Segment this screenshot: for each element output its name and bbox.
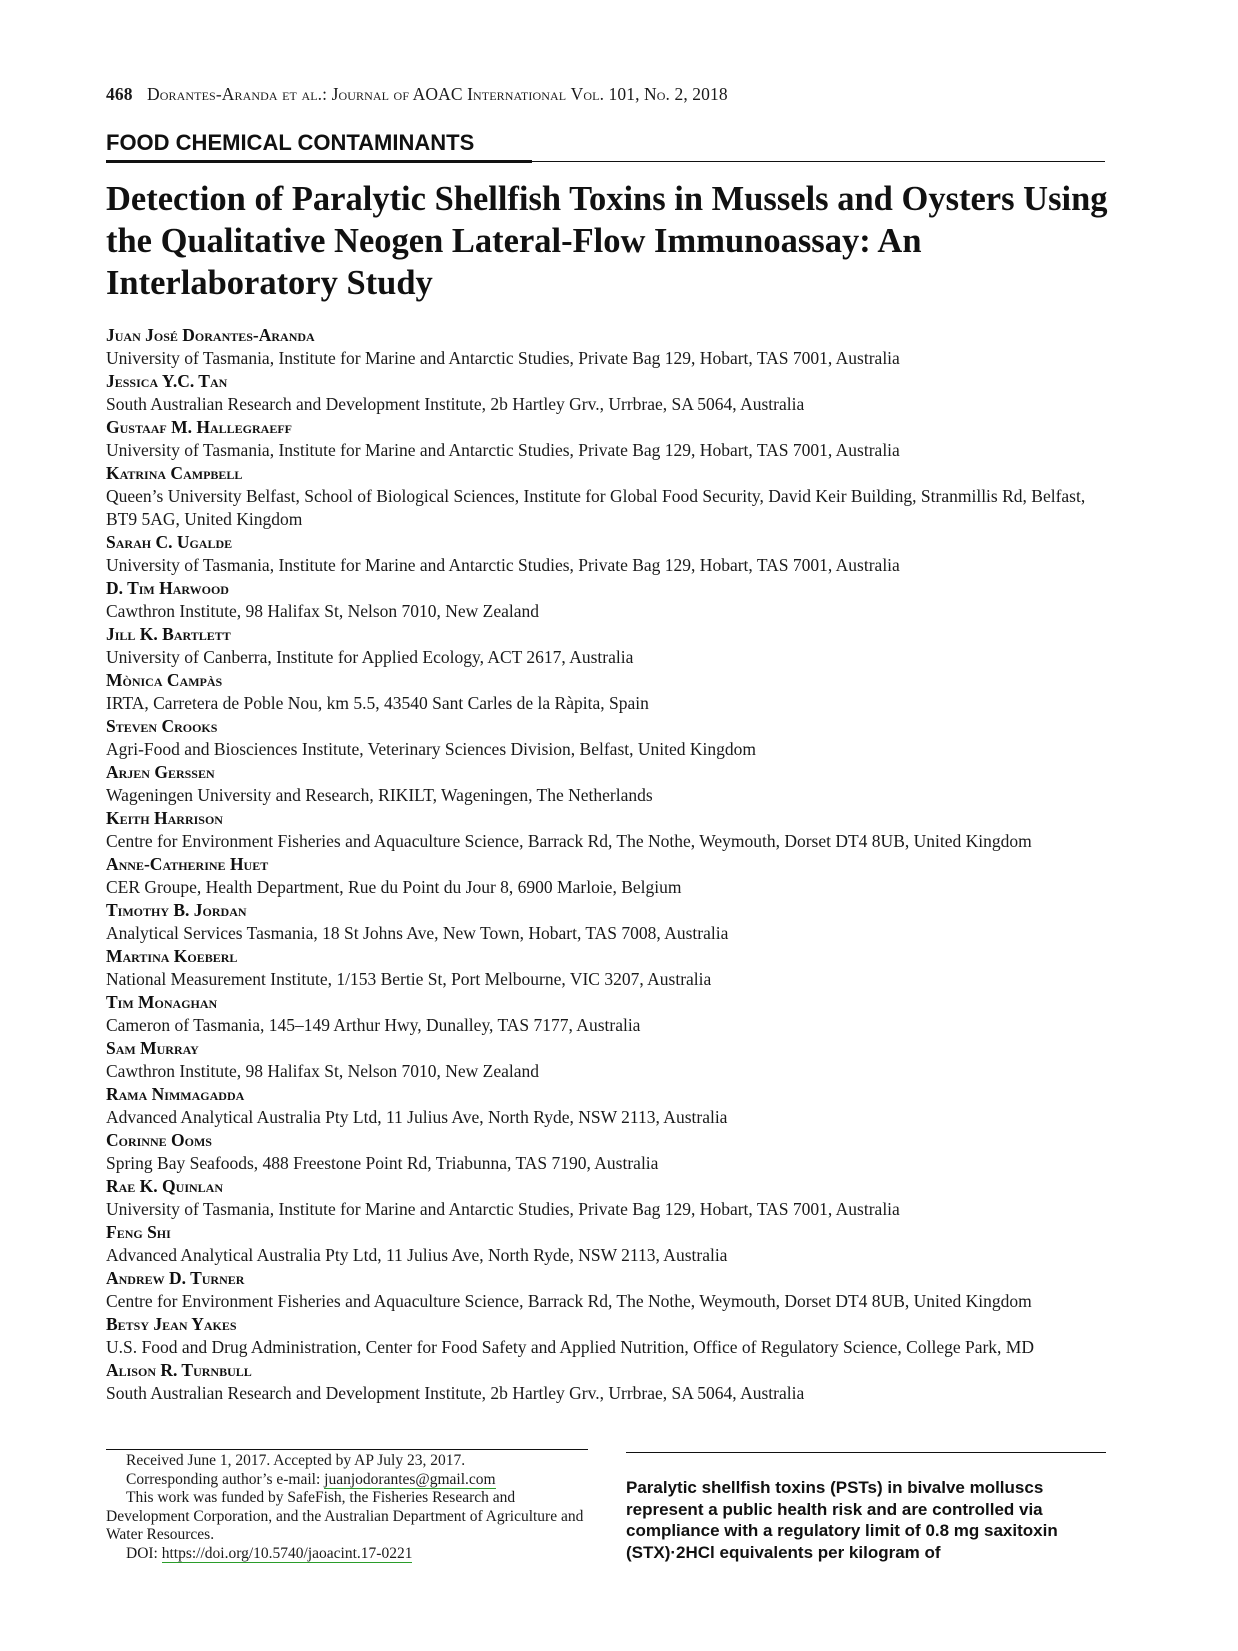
author-name: Sam Murray <box>106 1038 199 1058</box>
running-head-journal: Journal of AOAC International <box>331 84 567 104</box>
author-name: Feng Shi <box>106 1222 171 1242</box>
author-affiliation: University of Tasmania, Institute for Marine and Antarctic Studies, Private Bag 129, Hobart, TAS 7001, Australia <box>106 440 900 460</box>
author-name: Arjen Gerssen <box>106 762 215 782</box>
author-name: Anne-Catherine Huet <box>106 854 269 874</box>
abstract-text: Paralytic shellfish toxins (PSTs) in bivalve molluscs represent a public health risk and are controlled via compliance with a regulatory limit of 0.8 mg saxitoxin (STX)·2HCl equivalents per kilogram of <box>626 1478 1058 1562</box>
author-name: D. Tim Harwood <box>106 578 229 598</box>
author-name: Martina Koeberl <box>106 946 238 966</box>
author-entry <box>106 1267 1116 1313</box>
email-link[interactable]: juanjodorantes@gmail.com <box>324 1470 496 1488</box>
author-affiliation: Spring Bay Seafoods, 488 Freestone Point Rd, Triabunna, TAS 7190, Australia <box>106 1153 659 1173</box>
author-affiliation: Centre for Environment Fisheries and Aquaculture Science, Barrack Rd, The Nothe, Weymouth, Dorset DT4 8UB, United Kingdom <box>106 1291 1032 1311</box>
author-entry <box>106 462 1116 531</box>
author-entry <box>106 761 1116 807</box>
abstract-rule <box>626 1452 1106 1453</box>
author-entry <box>106 531 1116 577</box>
author-entry <box>106 853 1116 899</box>
author-affiliation: University of Tasmania, Institute for Marine and Antarctic Studies, Private Bag 129, Hobart, TAS 7001, Australia <box>106 1199 900 1219</box>
author-affiliation: Advanced Analytical Australia Pty Ltd, 11 Julius Ave, North Ryde, NSW 2113, Australia <box>106 1107 728 1127</box>
author-entry <box>106 1129 1116 1175</box>
author-entry <box>106 416 1116 462</box>
author-entry <box>106 577 1116 623</box>
author-name: Rama Nimmagadda <box>106 1084 245 1104</box>
author-name: Katrina Campbell <box>106 463 243 483</box>
author-name: Steven Crooks <box>106 716 218 736</box>
author-affiliation: South Australian Research and Development Institute, 2b Hartley Grv., Urrbrae, SA 5064, Australia <box>106 394 805 414</box>
author-name: Mònica Campàs <box>106 670 223 690</box>
author-entry <box>106 370 1116 416</box>
author-name: Gustaaf M. Hallegraeff <box>106 417 292 437</box>
author-entry <box>106 899 1116 945</box>
running-head-authors: Dorantes-Aranda et al. <box>147 84 323 104</box>
author-name: Jessica Y.C. Tan <box>106 371 228 391</box>
running-head <box>106 84 728 105</box>
author-entry <box>106 1083 1116 1129</box>
author-entry <box>106 1175 1116 1221</box>
author-affiliation: Wageningen University and Research, RIKILT, Wageningen, The Netherlands <box>106 785 653 805</box>
doi-link[interactable]: https://doi.org/10.5740/jaoacint.17-0221 <box>161 1544 413 1562</box>
author-name: Tim Monaghan <box>106 992 218 1012</box>
author-name: Andrew D. Turner <box>106 1268 245 1288</box>
page-number: 468 <box>106 84 133 104</box>
author-entry <box>106 807 1116 853</box>
author-affiliation: Agri-Food and Biosciences Institute, Veterinary Sciences Division, Belfast, United Kingdom <box>106 739 756 759</box>
doi-note <box>106 1545 592 1564</box>
section-rule-extension <box>532 161 1105 162</box>
author-affiliation: National Measurement Institute, 1/153 Bertie St, Port Melbourne, VIC 3207, Australia <box>106 969 712 989</box>
author-name: Keith Harrison <box>106 808 223 828</box>
author-entry <box>106 1313 1116 1359</box>
footnotes <box>106 1452 592 1563</box>
doi-label: DOI: <box>126 1544 162 1562</box>
received-note: Received June 1, 2017. Accepted by AP July 23, 2017. <box>126 1452 466 1469</box>
author-affiliation: Cawthron Institute, 98 Halifax St, Nelson 7010, New Zealand <box>106 601 540 621</box>
author-affiliation: University of Tasmania, Institute for Marine and Antarctic Studies, Private Bag 129, Hobart, TAS 7001, Australia <box>106 555 900 575</box>
author-entry <box>106 1359 1116 1405</box>
author-name: Jill K. Bartlett <box>106 624 231 644</box>
email-label: Corresponding author’s e-mail: <box>126 1470 325 1488</box>
author-entry <box>106 1221 1116 1267</box>
author-name: Betsy Jean Yakes <box>106 1314 237 1334</box>
author-name: Juan José Dorantes-Aranda <box>106 325 315 345</box>
email-note <box>106 1471 592 1490</box>
author-entry <box>106 715 1116 761</box>
author-entry <box>106 1037 1116 1083</box>
author-entry <box>106 623 1116 669</box>
section-label: FOOD CHEMICAL CONTAMINANTS <box>106 130 475 155</box>
author-entry <box>106 991 1116 1037</box>
author-affiliation: Cameron of Tasmania, 145–149 Arthur Hwy, Dunalley, TAS 7177, Australia <box>106 1015 641 1035</box>
author-affiliation: Queen’s University Belfast, School of Biological Sciences, Institute for Global Food Security, David Keir Building, Stranmillis Rd, Belfast, BT9 5AG, United Kingdom <box>106 486 1086 529</box>
running-head-volume: Vol. 101, No. 2, 2018 <box>570 84 728 104</box>
article-title: Detection of Paralytic Shellfish Toxins in Mussels and Oysters Using the Qualitative Neogen Lateral-Flow Immunoassay: An Interlaboratory Study <box>106 180 1108 302</box>
author-affiliation: Advanced Analytical Australia Pty Ltd, 11 Julius Ave, North Ryde, NSW 2113, Australia <box>106 1245 728 1265</box>
author-affiliation: IRTA, Carretera de Poble Nou, km 5.5, 43540 Sant Carles de la Ràpita, Spain <box>106 693 649 713</box>
author-list <box>106 324 1116 1405</box>
author-entry <box>106 324 1116 370</box>
author-affiliation: South Australian Research and Development Institute, 2b Hartley Grv., Urrbrae, SA 5064, Australia <box>106 1383 805 1403</box>
footnote-rule <box>106 1449 588 1450</box>
author-affiliation: Analytical Services Tasmania, 18 St Johns Ave, New Town, Hobart, TAS 7008, Australia <box>106 923 729 943</box>
author-name: Rae K. Quinlan <box>106 1176 223 1196</box>
author-affiliation: University of Tasmania, Institute for Marine and Antarctic Studies, Private Bag 129, Hobart, TAS 7001, Australia <box>106 348 900 368</box>
author-affiliation: U.S. Food and Drug Administration, Center for Food Safety and Applied Nutrition, Office of Regulatory Science, College Park, MD <box>106 1337 1035 1357</box>
funding-note: This work was funded by SafeFish, the Fisheries Research and Development Corporation, and the Australian Department of Agriculture and Water Resources. <box>106 1489 584 1543</box>
author-entry <box>106 945 1116 991</box>
section-rule <box>106 160 532 163</box>
author-name: Alison R. Turnbull <box>106 1360 252 1380</box>
author-affiliation: CER Groupe, Health Department, Rue du Point du Jour 8, 6900 Marloie, Belgium <box>106 877 682 897</box>
author-name: Corinne Ooms <box>106 1130 212 1150</box>
author-affiliation: University of Canberra, Institute for Applied Ecology, ACT 2617, Australia <box>106 647 634 667</box>
author-affiliation: Cawthron Institute, 98 Halifax St, Nelson 7010, New Zealand <box>106 1061 540 1081</box>
author-entry <box>106 669 1116 715</box>
author-name: Sarah C. Ugalde <box>106 532 233 552</box>
author-name: Timothy B. Jordan <box>106 900 247 920</box>
author-affiliation: Centre for Environment Fisheries and Aquaculture Science, Barrack Rd, The Nothe, Weymouth, Dorset DT4 8UB, United Kingdom <box>106 831 1032 851</box>
running-head-colon: : <box>322 84 332 104</box>
